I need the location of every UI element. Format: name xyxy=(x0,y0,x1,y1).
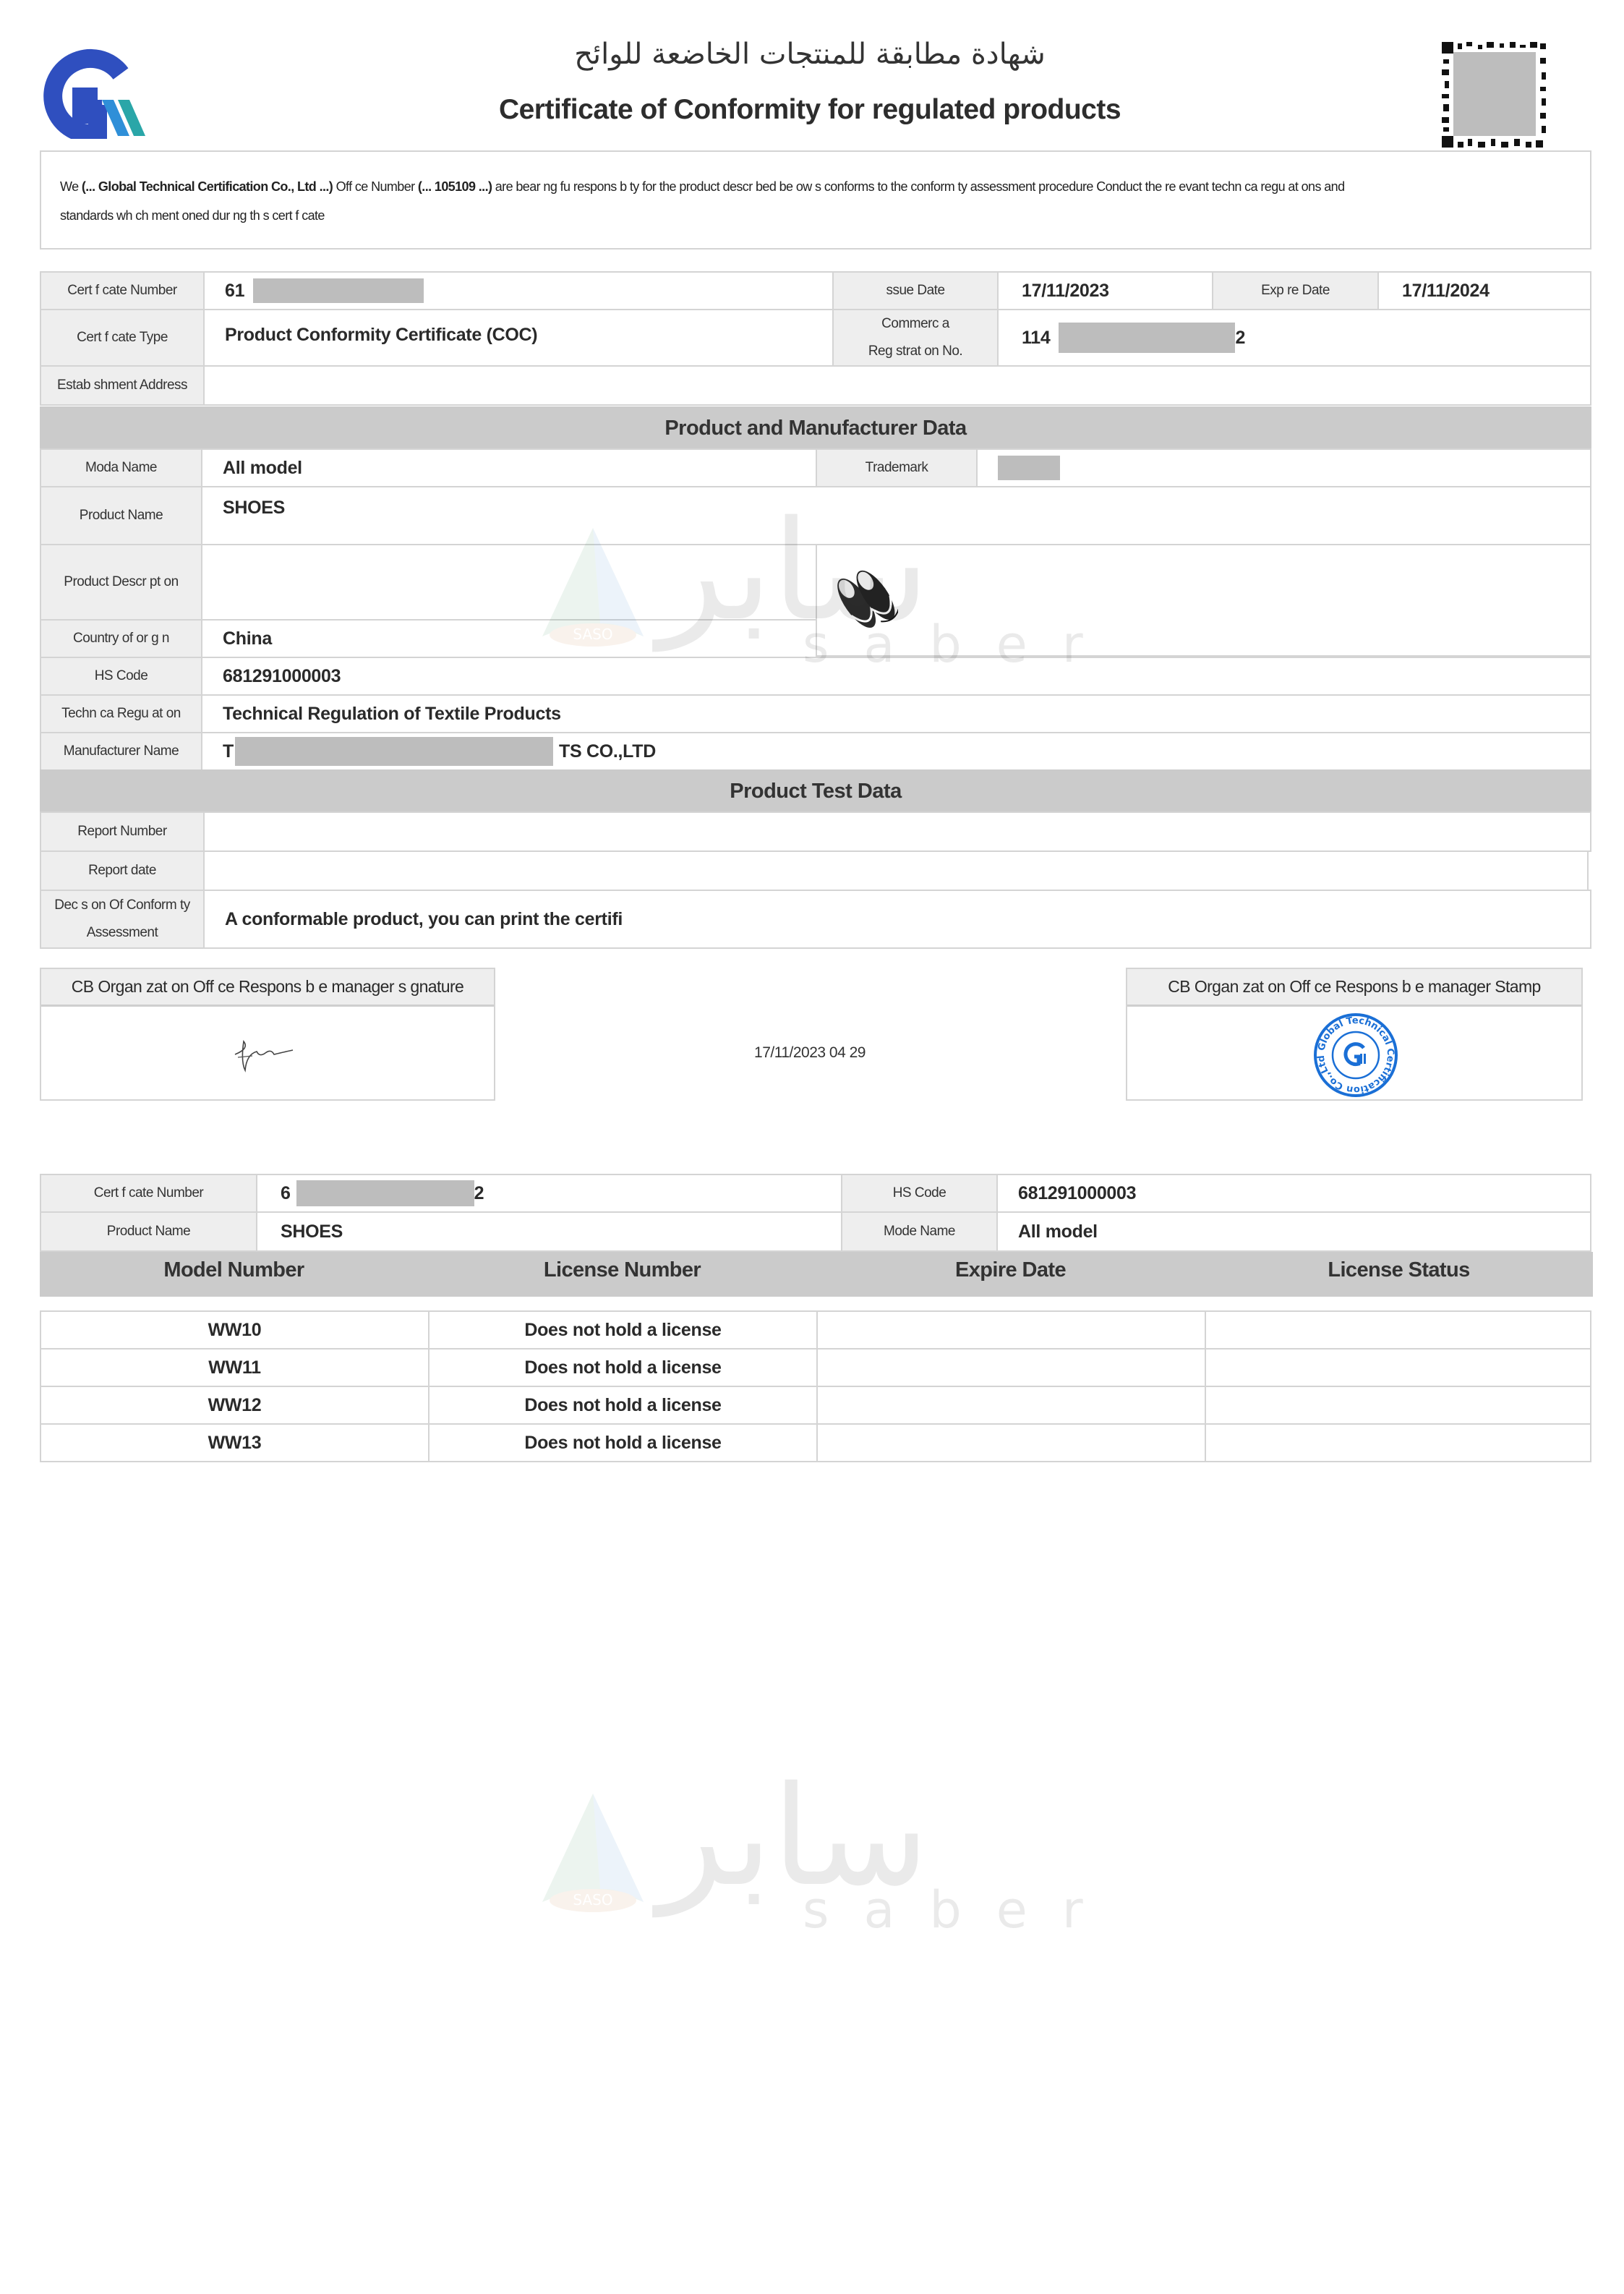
model-name-label: Moda Name xyxy=(40,448,202,487)
svg-text:SASO: SASO xyxy=(573,1891,613,1909)
trademark-label: Trademark xyxy=(816,448,978,487)
license-number-cell: Does not hold a license xyxy=(428,1386,818,1425)
hs-code-label: HS Code xyxy=(40,657,202,696)
commercial-reg-value: 114 2 xyxy=(997,309,1591,367)
signature-title: CB Organ zat on Off ce Respons b e manager s gnature xyxy=(41,969,494,1007)
office-number: (... 105109 ...) xyxy=(417,179,492,194)
license-number-cell: Does not hold a license xyxy=(428,1348,818,1387)
report-number-label: Report Number xyxy=(40,811,205,852)
hs-code-value: 681291000003 xyxy=(201,657,1591,696)
address-value xyxy=(203,365,1591,406)
country-label: Country of or g n xyxy=(40,619,202,658)
cert-number-label: Cert f cate Number xyxy=(40,271,205,310)
column-header-license-status: License Status xyxy=(1328,1258,1470,1282)
cert-type-label: Cert f cate Type xyxy=(40,309,205,367)
summary-product-name-label: Product Name xyxy=(40,1211,257,1252)
saber-arabic-text: سابر xyxy=(658,1757,929,1916)
expire-date-label: Exp re Date xyxy=(1212,271,1379,310)
stamp-title: CB Organ zat on Off ce Respons b e manager Stamp xyxy=(1127,969,1581,1007)
country-value: China xyxy=(201,619,817,658)
model-number-cell: WW11 xyxy=(40,1348,429,1387)
saso-triangle-icon xyxy=(535,1786,651,1916)
report-number-value xyxy=(203,811,1591,852)
issue-date-value: 17/11/2023 xyxy=(997,271,1213,310)
column-header-model-number: Model Number xyxy=(163,1258,304,1282)
column-header-expire-date: Expire Date xyxy=(955,1258,1066,1282)
expire-date-cell xyxy=(816,1348,1206,1387)
license-status-cell xyxy=(1205,1348,1591,1387)
intro-line-1: We (... Global Technical Certification Co., Ltd ...) Off ce Number (... 105109 ...) are bear ng fu respons b ty for the product descr bed be ow s conforms to the conform ty assessment procedure Conduct the re evant techn ca regu at ons and xyxy=(60,179,1345,194)
redaction-block xyxy=(998,456,1060,480)
model-name-value: All model xyxy=(201,448,817,487)
product-name-value: SHOES xyxy=(201,486,1591,545)
issue-date-label: ssue Date xyxy=(832,271,999,310)
qr-code-icon xyxy=(1440,40,1547,149)
product-image-panel xyxy=(816,544,1591,657)
expire-date-cell xyxy=(816,1423,1206,1462)
title-english: Certificate of Conformity for regulated products xyxy=(498,94,1121,125)
redaction-block xyxy=(235,737,553,766)
gtc-logo-icon xyxy=(40,45,148,139)
model-number-cell: WW12 xyxy=(40,1386,429,1425)
stamp-box xyxy=(1126,968,1583,1101)
license-status-cell xyxy=(1205,1310,1591,1349)
signature-scribble-icon xyxy=(228,1033,300,1076)
summary-hs-code-label: HS Code xyxy=(841,1174,998,1213)
expire-date-value: 17/11/2024 xyxy=(1377,271,1591,310)
signature-timestamp: 17/11/2023 04 29 xyxy=(754,1044,866,1061)
license-number-cell: Does not hold a license xyxy=(428,1310,818,1349)
report-date-label: Report date xyxy=(40,850,205,891)
address-label: Estab shment Address xyxy=(40,365,205,406)
summary-model-name-value: All model xyxy=(996,1211,1591,1252)
table-row xyxy=(40,1348,1591,1386)
models-table xyxy=(40,1310,1591,1462)
description-label: Product Descr pt on xyxy=(40,544,202,621)
expire-date-cell xyxy=(816,1386,1206,1425)
section-header-product: Product and Manufacturer Data xyxy=(40,406,1591,450)
signature-box xyxy=(40,968,495,1101)
redaction-block xyxy=(1059,323,1235,353)
product-name-label: Product Name xyxy=(40,486,202,545)
decision-label: Dec s on Of Conform ty Assessment xyxy=(40,890,205,949)
commercial-reg-label: Commerc a Reg strat on No. xyxy=(832,309,999,367)
trademark-value xyxy=(976,448,1591,487)
intro-statement xyxy=(40,150,1591,250)
section-header-test: Product Test Data xyxy=(40,769,1591,813)
license-status-cell xyxy=(1205,1423,1591,1462)
tech-regulation-label: Techn ca Regu at on xyxy=(40,694,202,733)
report-date-value xyxy=(203,850,1589,891)
summary-model-name-label: Mode Name xyxy=(841,1211,998,1252)
manufacturer-value: T TS CO.,LTD xyxy=(201,732,1591,771)
table-row xyxy=(40,1310,1591,1348)
license-number-cell: Does not hold a license xyxy=(428,1423,818,1462)
tech-regulation-value: Technical Regulation of Textile Products xyxy=(201,694,1591,733)
redaction-block xyxy=(253,278,424,303)
model-number-cell: WW10 xyxy=(40,1310,429,1349)
cert-number-value: 61 xyxy=(203,271,834,310)
models-table-header xyxy=(40,1252,1593,1297)
saber-english-text: saber xyxy=(803,615,1118,674)
qr-code[interactable] xyxy=(1440,40,1547,149)
cert-type-value: Product Conformity Certificate (COC) xyxy=(203,309,834,367)
saber-watermark-bottom xyxy=(535,1757,1118,1960)
summary-cert-number-value: 6 2 xyxy=(256,1174,849,1213)
expire-date-cell xyxy=(816,1310,1206,1349)
title-arabic: شهادة مطابقة للمنتجات الخاضعة للوائح xyxy=(574,38,1046,71)
description-value xyxy=(201,544,817,621)
manufacturer-label: Manufacturer Name xyxy=(40,732,202,771)
decision-value: A conformable product, you can print the certifi xyxy=(203,890,1591,949)
table-row xyxy=(40,1386,1591,1423)
intro-line-2: standards wh ch ment oned dur ng th s cert f cate xyxy=(60,208,325,223)
summary-product-name-value: SHOES xyxy=(256,1211,849,1252)
table-row xyxy=(40,1423,1591,1461)
svg-text:Global Technical Certification: Global Technical Certification Co.,Ltd xyxy=(1315,1015,1396,1096)
shoe-image xyxy=(833,560,898,639)
model-number-cell: WW13 xyxy=(40,1423,429,1462)
issuer-company: (... Global Technical Certification Co., Ltd ...) xyxy=(81,179,333,194)
company-stamp-icon xyxy=(1311,1010,1401,1100)
summary-hs-code-value: 681291000003 xyxy=(996,1174,1591,1213)
saber-english-text: saber xyxy=(803,1880,1118,1940)
license-status-cell xyxy=(1205,1386,1591,1425)
summary-cert-number-label: Cert f cate Number xyxy=(40,1174,257,1213)
redaction-block xyxy=(296,1180,474,1206)
column-header-license-number: License Number xyxy=(543,1258,701,1282)
company-logo xyxy=(40,45,148,139)
